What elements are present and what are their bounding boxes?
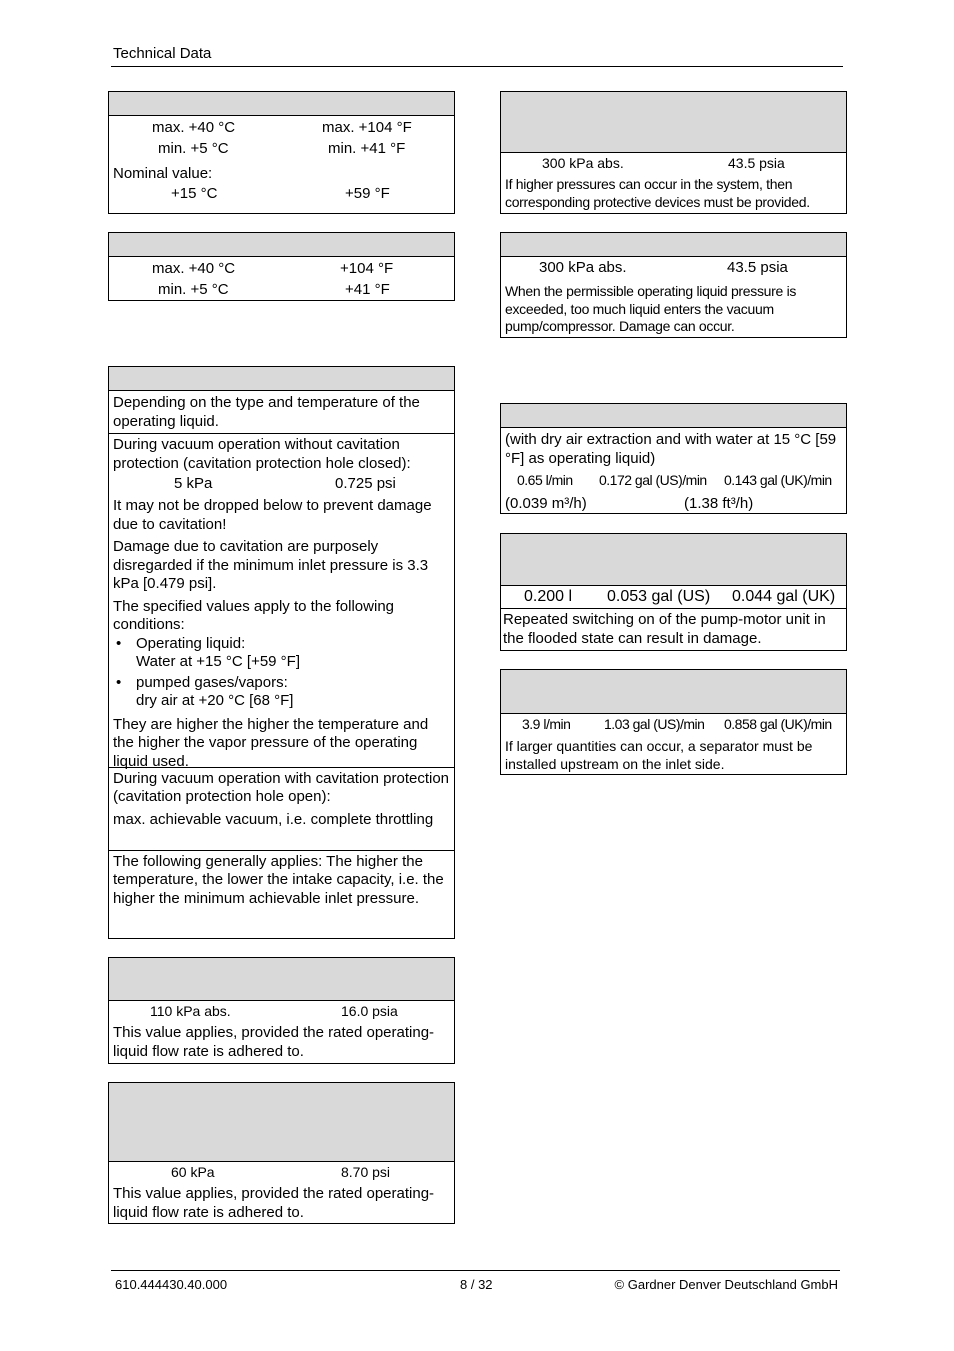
flow-gal-us: 0.172 gal (US)/min	[599, 472, 707, 488]
min-celsius: min. +5 °C	[158, 281, 229, 298]
cavitation-warning: It may not be dropped below to prevent damage due to cavitation!	[113, 497, 432, 533]
vapor-pressure-note: They are higher the higher the temperature and the higher the vapor pressure of the operating liquid used.	[113, 715, 429, 770]
nominal-fahrenheit: +59 °F	[345, 185, 390, 202]
box-header	[109, 1083, 454, 1162]
flow-intro: (with dry air extraction and with water at 15 °C [59 °F] as operating liquid)	[505, 431, 837, 467]
box-header	[109, 92, 454, 116]
inlet-pressure-box	[108, 366, 455, 939]
max-vacuum-text: max. achievable vacuum, i.e. complete throttling	[113, 810, 434, 828]
condition-item: • pumped gases/vapors: dry air at +20 °C [68 °F]	[136, 674, 450, 711]
pressure-psi: 8.70 psi	[341, 1164, 391, 1180]
cavitation-note: Damage due to cavitation are purposely disregarded if the minimum inlet pressure is 3.3 kPa [0.479 psi].	[113, 538, 429, 592]
separator-note: If larger quantities can occur, a separator must be installed upstream on the inlet side.	[505, 738, 813, 772]
box-header	[109, 233, 454, 257]
flow-lpm: 0.65 l/min	[517, 472, 573, 488]
liquid-pressure-note: When the permissible operating liquid pressure is exceeded, too much liquid enters the vacuum pump/compressor. Damage can occur.	[505, 283, 797, 334]
box-header	[109, 367, 454, 391]
conditions-list	[113, 635, 450, 711]
fill-gal-uk: 0.044 gal (UK)	[732, 588, 836, 605]
flow-gal-uk: 0.143 gal (UK)/min	[724, 472, 832, 488]
min-celsius: min. +5 °C	[158, 140, 229, 157]
pressure-psia: 43.5 psia	[728, 155, 785, 171]
liquid-quantity-box	[500, 669, 847, 775]
pressure-note: If higher pressures can occur in the system, then corresponding protective devices must be provided.	[505, 176, 810, 210]
fill-warning: Repeated switching on of the pump-motor unit in the flooded state can result in damage.	[503, 611, 826, 647]
general-rule-text: The following generally applies: The higher the temperature, the lower the intake capacity, i.e. the higher the minimum achievable inlet pressure.	[113, 852, 444, 907]
liquid-pressure-box	[500, 232, 847, 338]
flow-ft3h: (1.38 ft³/h)	[684, 495, 754, 512]
fill-gal-us: 0.053 gal (US)	[607, 588, 711, 605]
liquid-gal-uk: 0.858 gal (UK)/min	[724, 716, 832, 732]
box-header	[501, 233, 846, 257]
document-number: 610.444430.40.000	[115, 1277, 228, 1292]
header-divider	[111, 66, 843, 67]
box-header	[501, 92, 846, 153]
temperature-range-box	[108, 91, 455, 214]
liquid-gal-us: 1.03 gal (US)/min	[604, 716, 705, 732]
min-fahrenheit: min. +41 °F	[328, 140, 406, 157]
pressure-kpa: 300 kPa abs.	[542, 155, 624, 171]
inlet-open-text: During vacuum operation with cavitation protection (cavitation protection hole open):	[113, 769, 450, 805]
pressure-psia: 16.0 psia	[341, 1003, 398, 1019]
discharge-pressure-box	[108, 957, 455, 1064]
min-inlet-kpa: 5 kPa	[174, 475, 213, 492]
pressure-psia: 43.5 psia	[727, 259, 788, 276]
min-inlet-psi: 0.725 psi	[335, 475, 396, 492]
operating-liquid-flow-box	[500, 403, 847, 514]
flow-m3h: (0.039 m³/h)	[505, 495, 587, 512]
min-fahrenheit: +41 °F	[345, 281, 390, 298]
inlet-closed-text: During vacuum operation without cavitation protection (cavitation protection hole closed):	[113, 436, 411, 472]
condition-item: • Operating liquid: Water at +15 °C [+59 °F]	[136, 635, 450, 672]
nominal-celsius: +15 °C	[171, 185, 218, 202]
temperature-range-box-2	[108, 232, 455, 301]
page-number: 8 / 32	[460, 1277, 493, 1292]
box-header	[501, 534, 846, 586]
max-celsius: max. +40 °C	[152, 260, 236, 277]
box-header	[501, 404, 846, 428]
box-header	[109, 958, 454, 1001]
footer-divider	[111, 1270, 840, 1271]
max-celsius: max. +40 °C	[152, 119, 236, 136]
pressure-kpa: 60 kPa	[171, 1164, 215, 1180]
pressure-kpa: 300 kPa abs.	[539, 259, 627, 276]
box-header	[501, 670, 846, 714]
nominal-label: Nominal value:	[113, 165, 213, 182]
differential-pressure-box	[108, 1082, 455, 1224]
pressure-kpa: 110 kPa abs.	[150, 1003, 231, 1019]
inlet-intro-text: Depending on the type and temperature of the operating liquid.	[113, 394, 420, 430]
max-pressure-box	[500, 91, 847, 214]
differential-note: This value applies, provided the rated operating-liquid flow rate is adhered to.	[113, 1185, 435, 1221]
liquid-lpm: 3.9 l/min	[522, 716, 571, 732]
fill-quantity-box	[500, 533, 847, 651]
discharge-note: This value applies, provided the rated operating-liquid flow rate is adhered to.	[113, 1024, 435, 1060]
conditions-intro: The specified values apply to the following conditions:	[113, 597, 395, 633]
max-fahrenheit: max. +104 °F	[322, 119, 412, 136]
copyright: © Gardner Denver Deutschland GmbH	[614, 1277, 838, 1292]
page-header-title: Technical Data	[113, 45, 212, 62]
fill-liters: 0.200 l	[524, 588, 573, 605]
max-fahrenheit: +104 °F	[340, 260, 394, 277]
